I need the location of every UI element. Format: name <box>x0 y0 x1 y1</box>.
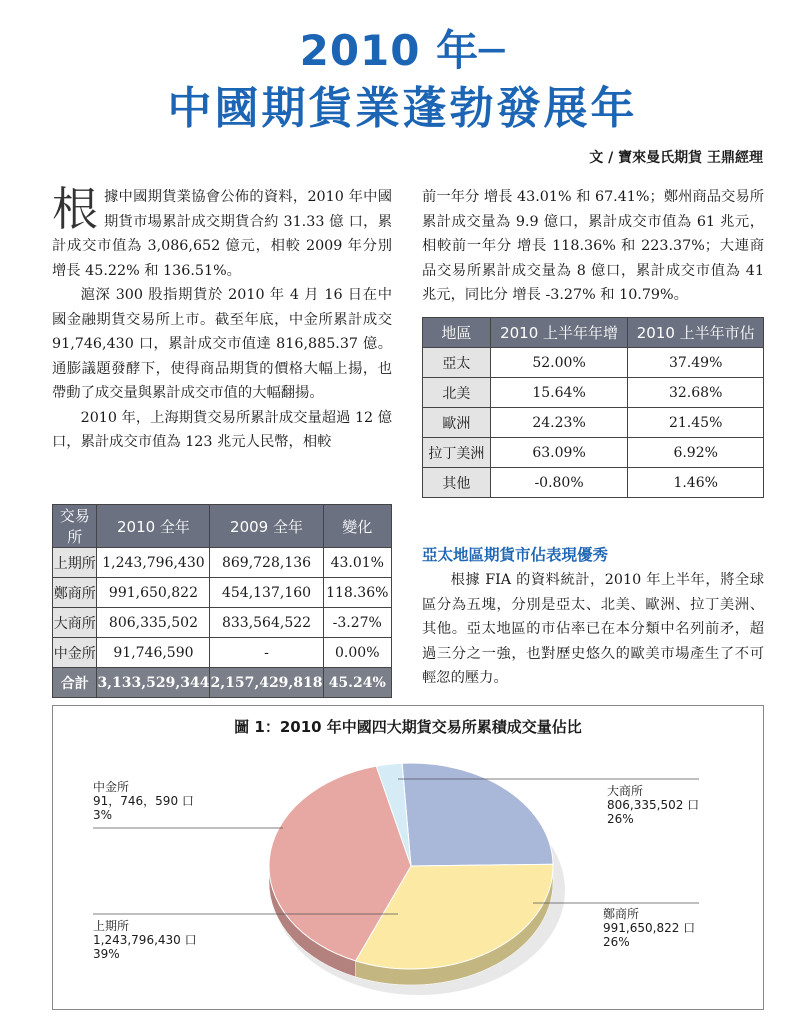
region-share-table <box>422 317 764 498</box>
section-heading: 亞太地區期貨市佔表現優秀 <box>422 546 609 564</box>
page-title-line1: 2010 年─ <box>299 26 506 75</box>
pie-chart-box <box>52 705 764 1010</box>
table-header-cell: 2010 上半年年增 <box>490 318 628 348</box>
page-title-line2: 中國期貨業蓬勃發展年 <box>167 83 638 134</box>
table-cell: 32.68% <box>628 378 764 408</box>
table-header-row <box>53 505 392 548</box>
pie-slice-大商所 <box>402 763 553 866</box>
left-column <box>52 182 392 455</box>
table-cell: - <box>210 638 323 668</box>
table-row <box>423 348 764 378</box>
table-cell: 1.46% <box>628 468 764 498</box>
paragraph-4: 前一年分 增長 43.01% 和 67.41%；鄭州商品交易所累計成交量為 9.9 億口，累計成交市值為 61 兆元，相較前一年分 增長 118.36% 和 223.37%；大連商品交易所累計成交量為 8 億口，累計成交市值為 41 兆元，同比分 增長 -3.27% 和 10.79%。 <box>422 189 764 303</box>
table-cell: 833,564,522 <box>210 608 323 638</box>
chart-title: 圖 1：2010 年中國四大期貨交易所累積成交量佔比 <box>234 718 582 736</box>
pie-chart <box>53 706 765 1011</box>
label-shangqisuo: 上期所 1,243,796,430 口 39% <box>93 919 197 961</box>
table-cell: 806,335,502 <box>97 608 210 638</box>
table-cell: 24.23% <box>490 408 628 438</box>
table-cell: 歐洲 <box>423 408 491 438</box>
table-total-row <box>53 668 392 698</box>
label-zhengshangsuo: 鄭商所 991,650,822 口 26% <box>603 907 696 949</box>
table-cell: 454,137,160 <box>210 578 323 608</box>
table-row <box>53 608 392 638</box>
label-dashangsuo: 大商所 806,335,502 口 26% <box>607 784 700 826</box>
table-cell: 其他 <box>423 468 491 498</box>
label-zhongjinsuo: 中金所 91，746，590 口 3% <box>93 780 194 822</box>
table-cell: 3,133,529,344 <box>97 668 210 698</box>
table-row <box>53 548 392 578</box>
table-header-cell: 2009 全年 <box>210 505 323 548</box>
paragraph-2: 滬深 300 股指期貨於 2010 年 4 月 16 日在中國金融期貨交易所上市。截至年底，中金所累計成交 91,746,430 口，累計成交市值達 816,885.37 億。通膨議題發酵下，使得商品期貨的價格大幅上揚，也帶動了成交量與累計成交市值的大幅翻揚。 <box>52 287 392 401</box>
table-header-cell: 地區 <box>423 318 491 348</box>
section-body: 根據 FIA 的資料統計，2010 年上半年，將全球區分為五塊，分別是亞太、北美、歐洲、拉丁美洲、其他。亞太地區的市佔率已在本分類中名列前矛，超過三分之一強，也對歷史悠久的歐美市場產生了不可輕忽的壓力。 <box>422 572 764 686</box>
table-cell: 1,243,796,430 <box>97 548 210 578</box>
table-header-cell: 2010 全年 <box>97 505 210 548</box>
table-cell: 63.09% <box>490 438 628 468</box>
dropcap: 根 <box>52 182 98 236</box>
table-cell: 37.49% <box>628 348 764 378</box>
paragraph-3: 2010 年，上海期貨交易所累計成交量超過 12 億口，累計成交市值為 123 兆元人民幣，相較 <box>52 409 392 450</box>
table-header-cell: 變化 <box>323 505 391 548</box>
table-cell: 21.45% <box>628 408 764 438</box>
table-cell: 43.01% <box>323 548 391 578</box>
table-cell: 45.24% <box>323 668 391 698</box>
table-cell: 52.00% <box>490 348 628 378</box>
table-header-cell: 2010 上半年市佔 <box>628 318 764 348</box>
table-row <box>53 638 392 668</box>
table-cell: 991,650,822 <box>97 578 210 608</box>
table-row <box>423 468 764 498</box>
right-column <box>422 185 764 308</box>
table-cell: 拉丁美洲 <box>423 438 491 468</box>
table-cell: 鄭商所 <box>53 578 97 608</box>
table-cell: 91,746,590 <box>97 638 210 668</box>
table-row <box>423 438 764 468</box>
paragraph-1: 根據中國期貨業協會公佈的資料，2010 年中國期貨市場累計成交期貨合約 31.33 億 口，累計成交市值為 3,086,652 億元，相較 2009 年分別增長 45.22% 和 136.51%。 <box>52 182 392 279</box>
table-header-cell: 交易所 <box>53 505 97 548</box>
exchange-volume-table <box>52 504 392 698</box>
table-cell: 上期所 <box>53 548 97 578</box>
byline: 文 / 寶來曼氏期貨 王鼎經理 <box>589 150 763 166</box>
table-cell: 6.92% <box>628 438 764 468</box>
table-row <box>53 578 392 608</box>
table-cell: 2,157,429,818 <box>210 668 323 698</box>
table-cell: 合計 <box>53 668 97 698</box>
table-cell: 118.36% <box>323 578 391 608</box>
table-cell: 亞太 <box>423 348 491 378</box>
table-cell: 869,728,136 <box>210 548 323 578</box>
table-row <box>423 378 764 408</box>
table-cell: -0.80% <box>490 468 628 498</box>
table-cell: 大商所 <box>53 608 97 638</box>
table-cell: 中金所 <box>53 638 97 668</box>
table-cell: 0.00% <box>323 638 391 668</box>
table-header-row <box>423 318 764 348</box>
table-row <box>423 408 764 438</box>
table-cell: -3.27% <box>323 608 391 638</box>
table-cell: 北美 <box>423 378 491 408</box>
table-cell: 15.64% <box>490 378 628 408</box>
